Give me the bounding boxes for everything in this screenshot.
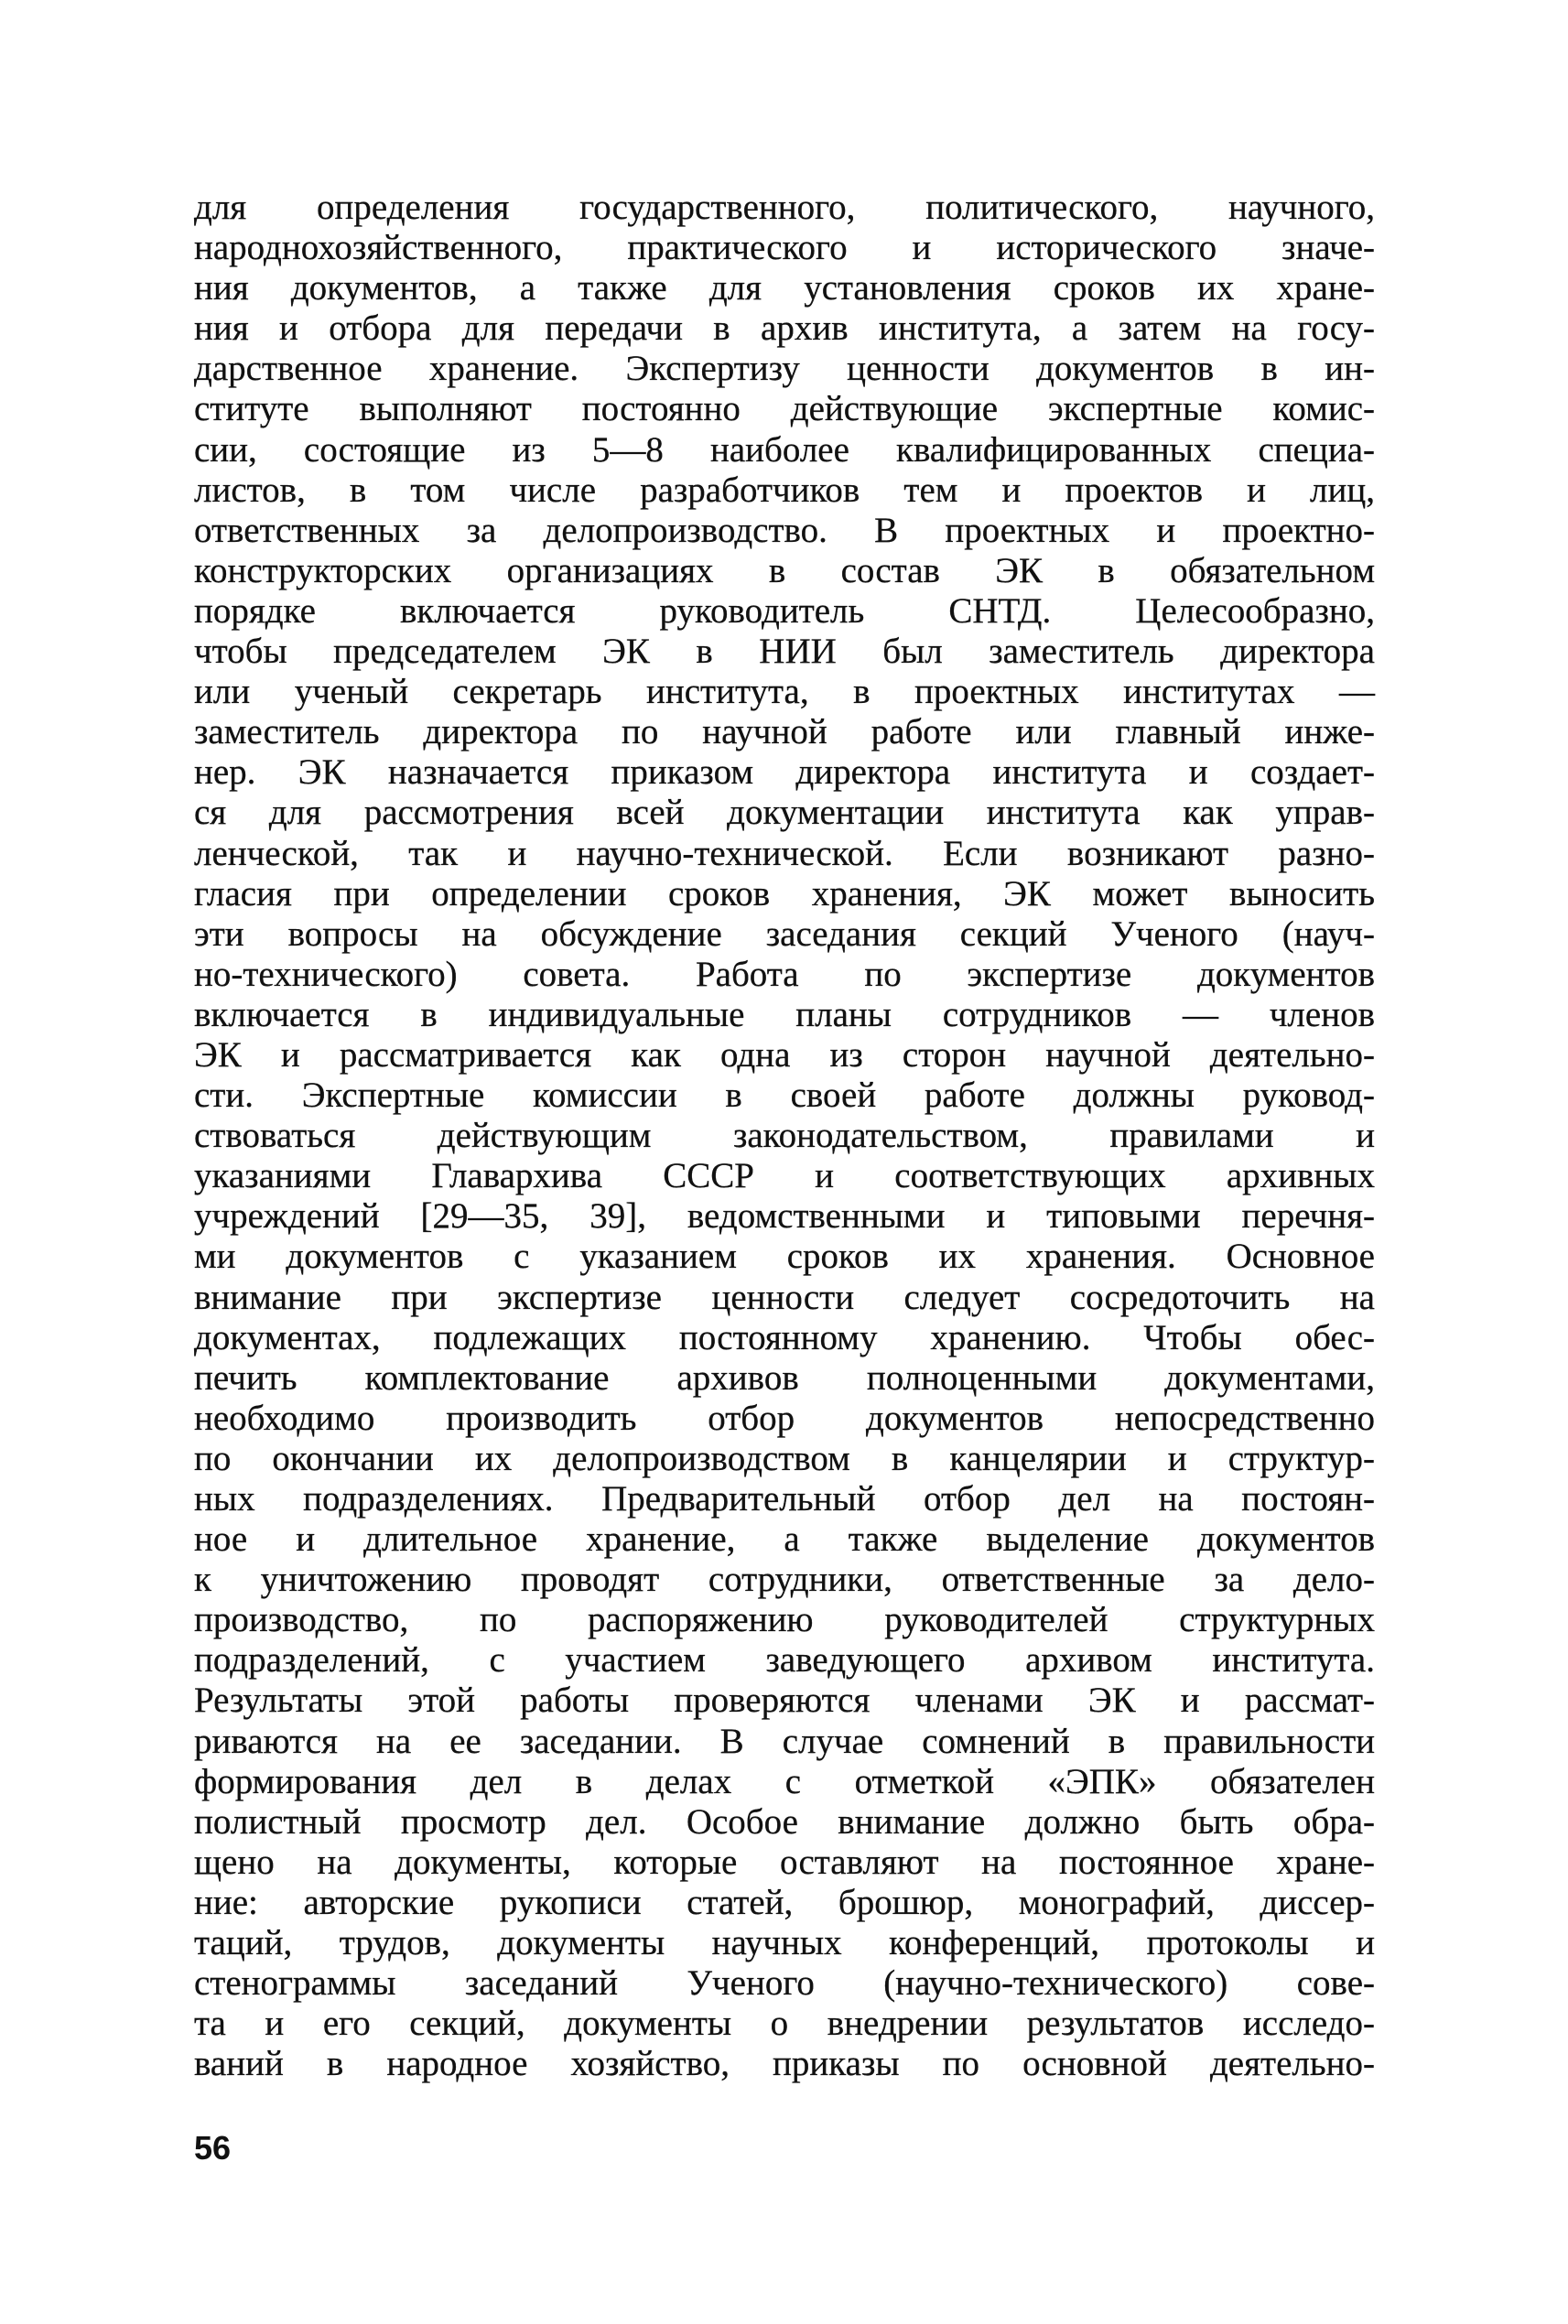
text-line: щено на документы, которые оставляют на постоянное хране- xyxy=(194,1842,1375,1882)
text-line: документах, подлежащих постоянному хранению. Чтобы обес- xyxy=(194,1317,1375,1357)
text-line: ся для рассмотрения всей документации института как управ- xyxy=(194,793,1375,833)
text-line: нер. ЭК назначается приказом директора института и создает- xyxy=(194,752,1375,793)
text-line: таций, трудов, документы научных конференций, протоколы и xyxy=(194,1923,1375,1963)
page-number: 56 xyxy=(194,2129,232,2167)
text-line: гласия при определении сроков хранения, ЭК может выносить xyxy=(194,873,1375,913)
text-line: стенограммы заседаний Ученого (научно-технического) сове- xyxy=(194,1963,1375,2004)
text-line: риваются на ее заседании. В случае сомнений в правильности xyxy=(194,1721,1375,1761)
text-line: полистный просмотр дел. Особое внимание должно быть обра- xyxy=(194,1801,1375,1842)
text-line: ния документов, а также для установления сроков их хране- xyxy=(194,268,1375,308)
text-line: но-технического) совета. Работа по экспертизе документов xyxy=(194,954,1375,994)
text-line: сти. Экспертные комиссии в своей работе должны руковод- xyxy=(194,1076,1375,1116)
text-line: народнохозяйственного, практического и исторического значе- xyxy=(194,228,1375,268)
text-line: подразделений, с участием заведующего архивом института. xyxy=(194,1640,1375,1681)
text-line: Результаты этой работы проверяются членами ЭК и рассмат- xyxy=(194,1681,1375,1721)
text-line: ституте выполняют постоянно действующие экспертные комис- xyxy=(194,389,1375,429)
text-line: формирования дел в делах с отметкой «ЭПК» обязателен xyxy=(194,1761,1375,1801)
text-line: учреждений [29—35, 39], ведомственными и типовыми перечня- xyxy=(194,1196,1375,1237)
text-line: печить комплектование архивов полноценными документами, xyxy=(194,1357,1375,1398)
text-line: ответственных за делопроизводство. В проектных и проектно- xyxy=(194,510,1375,550)
text-line: ствоваться действующим законодательством, правилами и xyxy=(194,1116,1375,1156)
text-line: ния и отбора для передачи в архив института, а затем на госу- xyxy=(194,308,1375,349)
text-line: для определения государственного, политического, научного, xyxy=(194,188,1375,227)
text-line: внимание при экспертизе ценности следует сосредоточить на xyxy=(194,1277,1375,1317)
text-line: листов, в том числе разработчиков тем и проектов и лиц, xyxy=(194,470,1375,510)
text-line: к уничтожению проводят сотрудники, ответственные за дело- xyxy=(194,1560,1375,1600)
body-text xyxy=(194,188,1375,2084)
text-line: дарственное хранение. Экспертизу ценности документов в ин- xyxy=(194,349,1375,389)
text-line: сии, состоящие из 5—8 наиболее квалифицированных специа- xyxy=(194,429,1375,470)
text-line: порядке включается руководитель СНТД. Целесообразно, xyxy=(194,590,1375,631)
text-line: ЭК и рассматривается как одна из сторон научной деятельно- xyxy=(194,1034,1375,1075)
text-line: производство, по распоряжению руководителей структурных xyxy=(194,1600,1375,1640)
text-line: эти вопросы на обсуждение заседания секций Ученого (науч- xyxy=(194,913,1375,954)
text-line: указаниями Главархива СССР и соответствующих архивных xyxy=(194,1156,1375,1196)
text-line: по окончании их делопроизводством в канцелярии и структур- xyxy=(194,1438,1375,1478)
text-line: ленческой, так и научно-технической. Если возникают разно- xyxy=(194,833,1375,873)
text-line: заместитель директора по научной работе или главный инже- xyxy=(194,712,1375,752)
text-line: ных подразделениях. Предварительный отбор дел на постоян- xyxy=(194,1479,1375,1519)
text-line: необходимо производить отбор документов непосредственно xyxy=(194,1398,1375,1438)
text-line: чтобы председателем ЭК в НИИ был заместитель директора xyxy=(194,632,1375,672)
text-line: ваний в народное хозяйство, приказы по основной деятельно- xyxy=(194,2044,1375,2084)
text-line: ние: авторские рукописи статей, брошюр, монографий, диссер- xyxy=(194,1882,1375,1922)
text-line: ми документов с указанием сроков их хранения. Основное xyxy=(194,1237,1375,1277)
text-line: включается в индивидуальные планы сотрудников — членов xyxy=(194,994,1375,1034)
text-line: конструкторских организациях в состав ЭК в обязательном xyxy=(194,550,1375,590)
text-line: или ученый секретарь института, в проектных институтах — xyxy=(194,672,1375,712)
text-line: та и его секций, документы о внедрении результатов исследо- xyxy=(194,2004,1375,2044)
text-line: ное и длительное хранение, а также выделение документов xyxy=(194,1519,1375,1560)
